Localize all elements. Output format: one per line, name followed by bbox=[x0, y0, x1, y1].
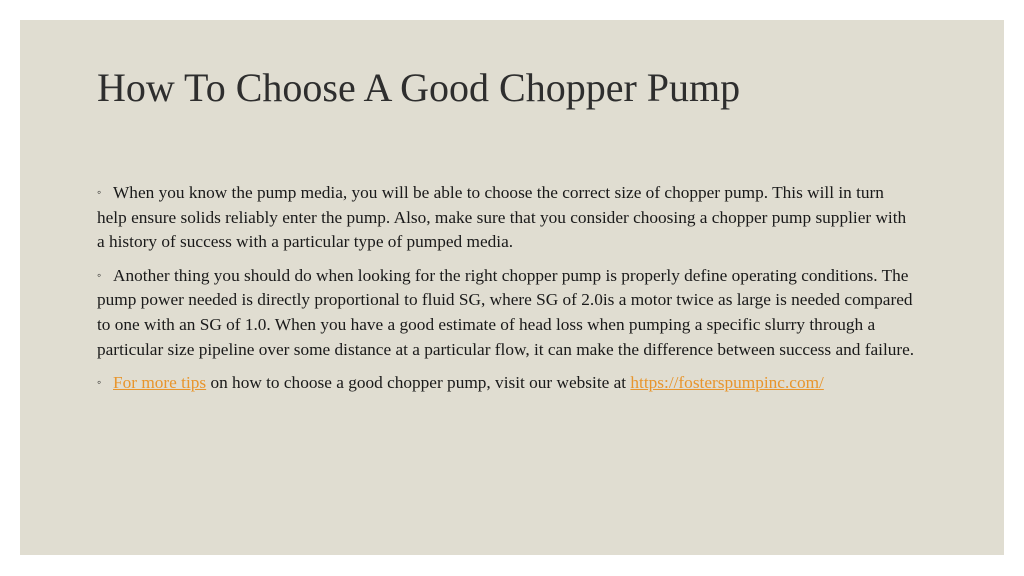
bullet-item-media bbox=[97, 180, 917, 255]
bullet-circle-icon: ◦ bbox=[97, 185, 102, 199]
slide-title: How To Choose A Good Chopper Pump bbox=[97, 65, 741, 110]
more-tips-link[interactable]: For more tips bbox=[113, 373, 207, 393]
bullet-text: Another thing you should do when looking for the right chopper pump is properly define operating conditions. The pump power needed is directly proportional to fluid SG, where SG of 2.0is a motor twice as large is needed compared to one with an SG of 1.0. When you have a good estimate of head loss when pumping a specific slurry through a particular size pipeline over some distance at a particular flow, it can make the difference between success and failure. bbox=[97, 265, 915, 359]
bullet-text: on how to choose a good chopper pump, visit our website at bbox=[206, 373, 631, 393]
slide bbox=[20, 20, 1004, 555]
bullet-list bbox=[97, 180, 917, 404]
bullet-item-more-tips bbox=[97, 370, 917, 396]
bullet-text: When you know the pump media, you will be able to choose the correct size of chopper pump. This will in turn help ensure solids reliably enter the pump. Also, make sure that you consider choosing a chopper pump supplier with a history of success with a particular type of pumped media. bbox=[97, 183, 907, 252]
bullet-circle-icon: ◦ bbox=[97, 267, 102, 282]
website-link[interactable]: https://fosterspumpinc.com/ bbox=[630, 373, 824, 393]
bullet-item-operating-conditions bbox=[97, 263, 917, 362]
bullet-circle-icon: ◦ bbox=[97, 375, 102, 390]
